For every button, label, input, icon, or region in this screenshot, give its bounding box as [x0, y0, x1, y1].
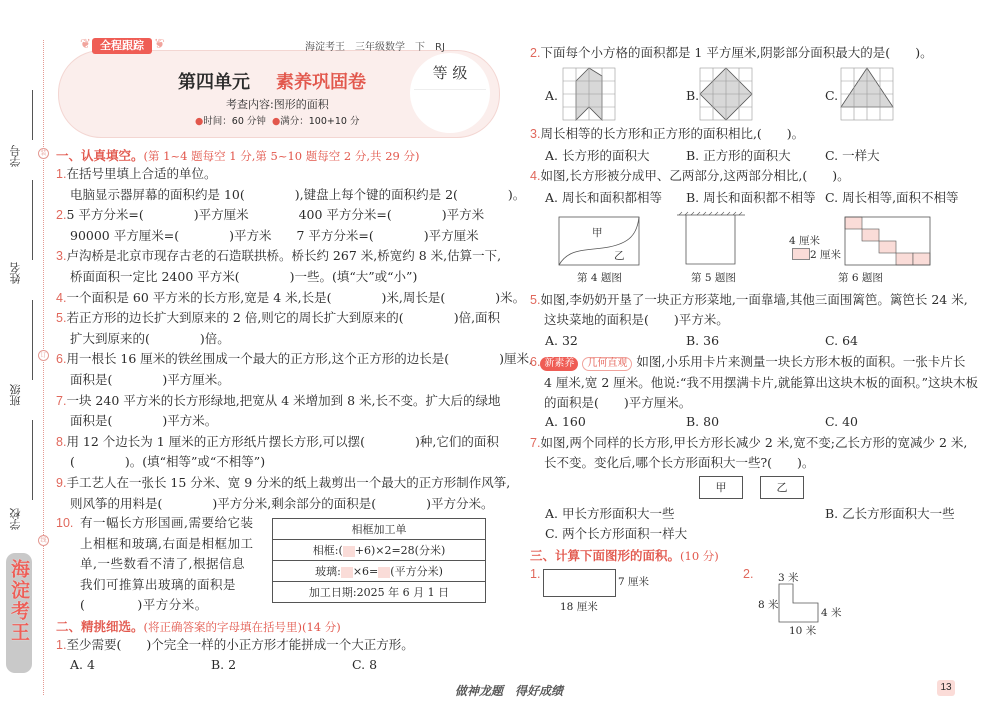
question-line	[56, 412, 496, 433]
option-c[interactable]: C.	[825, 88, 839, 103]
option-c[interactable]: C. 64	[825, 333, 858, 348]
right-edge: 4 米	[821, 607, 842, 619]
option-b[interactable]: B. 正方形的面积大	[686, 148, 791, 163]
question-number: 9.	[56, 475, 67, 490]
question-2	[56, 206, 496, 227]
grade-label: 等 级	[432, 64, 468, 82]
section-3-heading	[530, 546, 719, 564]
question-text: 用 12 个边长为 1 厘米的正方形纸片摆长方形,可以摆( )种,它们的面积	[66, 433, 499, 449]
option-b[interactable]: B.	[686, 88, 700, 103]
question-text: 长不变。变化后,哪个长方形面积大一些?( )。	[544, 455, 815, 470]
question-number: 5.	[56, 311, 67, 326]
question-number: 1.	[56, 167, 67, 181]
question-number: 2.	[530, 46, 541, 60]
question-10	[56, 514, 73, 532]
question-10-body	[80, 514, 253, 617]
section-2-heading	[56, 617, 341, 635]
grid-lines	[700, 68, 752, 120]
binding-line	[32, 420, 33, 500]
clock-icon: ●	[195, 116, 204, 127]
question-number: 6.	[56, 352, 67, 367]
table-row-frame	[273, 540, 486, 561]
wall-hatching	[679, 212, 742, 215]
question-line	[56, 495, 496, 516]
choice-question-3	[530, 125, 804, 143]
question-text: 一个面积是 60 平方米的长方形,宽是 4 米,长是( )米,周长是( )米。	[66, 289, 526, 305]
obscured-number	[343, 546, 355, 557]
binding-mark: 线	[38, 535, 49, 546]
question-line	[56, 371, 496, 392]
question-line: 上相框和玻璃,右面是相框加工	[80, 535, 254, 551]
question-line	[56, 268, 496, 289]
rectangle-yi: 乙	[760, 476, 804, 499]
new-literacy-tag: 新素养	[540, 357, 578, 371]
obscured-number	[341, 567, 353, 578]
cell-text: ×6=	[352, 565, 379, 578]
fill-questions	[56, 165, 533, 515]
choice-question-5	[530, 291, 968, 309]
wing-icon: ❦	[80, 37, 91, 52]
problem-number: 2.	[743, 567, 754, 581]
bottom-edge: 10 米	[789, 625, 817, 637]
question-number: 4.	[530, 169, 541, 183]
question-line	[56, 453, 496, 474]
question-number: 2.	[56, 208, 67, 223]
fence	[686, 215, 735, 264]
question-text: 则风筝的用料是( )平方分米,剩余部分的面积是( )平方分米。	[70, 495, 494, 511]
figure-5-caption: 第 5 题图	[691, 272, 736, 284]
question-text: 在括号里填上合适的单位。	[66, 166, 217, 181]
grid-figure-a	[563, 68, 615, 120]
grade-box	[410, 53, 490, 133]
rectangle-figure	[543, 569, 616, 597]
sample-card	[792, 248, 810, 260]
question-text: ( )。(填“相等”或“不相等”)	[70, 454, 266, 470]
choice-question-6	[530, 353, 965, 371]
series-label: 海淀考王 三年级数学 下 RJ	[305, 42, 445, 53]
question-text: 如图,小乐用卡片来测量一块长方形木板的面积。一张卡片长	[636, 354, 966, 369]
binding-mark: 订	[38, 350, 49, 361]
question-text: 电脑显示器屏幕的面积约是 10( ),键盘上每个键的面积约是 2( )。	[70, 186, 526, 202]
question-text: 如图,长方形被分成甲、乙两部分,这两部分相比,( )。	[540, 168, 850, 183]
question-line	[56, 186, 526, 207]
binding-mark: 装	[38, 148, 49, 159]
section-1-heading	[56, 146, 419, 164]
card-width: 2 厘米	[810, 249, 842, 261]
section-title: 三、计算下面图形的面积。	[530, 548, 681, 563]
question-7	[56, 392, 501, 413]
question-number: 7.	[530, 436, 541, 450]
option-a[interactable]: A. 甲长方形面积大一些	[545, 506, 675, 521]
grid-lines	[841, 68, 893, 120]
question-line: 有一幅长方形国画,需要给它装	[80, 515, 254, 530]
grid-figure-c	[841, 68, 893, 120]
cell-text: 相框:(	[312, 544, 343, 557]
section-title: 二、精挑细选。	[56, 619, 144, 634]
question-number: 3.	[56, 249, 67, 264]
cards	[845, 217, 930, 265]
question-text: 的面积是( )平方厘米。	[544, 395, 692, 410]
option-a[interactable]: A. 长方形的面积大	[545, 148, 650, 163]
choice-question-1	[56, 636, 414, 654]
left-edge: 8 米	[758, 599, 779, 611]
option-b[interactable]: B. 周长和面积都不相等	[686, 190, 816, 205]
option-c[interactable]: C. 8	[352, 657, 378, 672]
question-number: 1.	[56, 638, 67, 652]
section-title: 一、认真填空。	[56, 148, 144, 163]
question-number: 5.	[530, 293, 541, 307]
label-school: 学校	[9, 508, 22, 530]
question-text: 周长相等的长方形和正方形的面积相比,( )。	[540, 126, 805, 141]
page-number: 13	[937, 680, 955, 696]
question-text: 桥面面积一定比 2400 平方米( )一些。(填“大”或“小”)	[70, 268, 418, 284]
grid-figure-b	[700, 68, 752, 120]
question-line	[56, 330, 496, 351]
question-text: 一块 240 平方米的长方形绿地,把宽从 4 米增加到 8 米,长不变。扩大后的绿地	[66, 392, 501, 408]
figure-4-caption: 第 4 题图	[577, 272, 622, 284]
card-length: 4 厘米	[789, 235, 821, 247]
section-note: (10 分)	[680, 549, 719, 563]
question-8	[56, 433, 499, 454]
question-3	[56, 247, 502, 268]
binding-line	[32, 90, 33, 140]
region-jia: 甲	[592, 227, 603, 239]
region-yi: 乙	[614, 250, 625, 262]
question-number: 10.	[56, 516, 74, 530]
cell-text: +6)×2=28(分米)	[354, 544, 446, 557]
binding-line	[32, 300, 33, 380]
question-text: 90000 平方厘米=( )平方米 7 平方分米=( )平方厘米	[70, 227, 479, 243]
problem-number: 1.	[530, 567, 541, 581]
cell-text: (平方分米)	[390, 565, 443, 578]
question-number: 6.	[530, 355, 541, 369]
grid-lines	[563, 68, 615, 120]
option-c[interactable]: C. 一样大	[825, 148, 880, 163]
paper-title: 素养巩固卷	[276, 72, 366, 93]
label-name: 姓名	[9, 262, 22, 284]
tracking-badge: 全程跟踪	[92, 38, 152, 54]
question-text: 手工艺人在一张长 15 分米、宽 9 分米的纸上裁剪出一个最大的正方形制作风筝,	[66, 474, 511, 490]
question-line	[56, 227, 496, 248]
question-9	[56, 474, 511, 495]
question-line: ( )平方分米。	[80, 597, 208, 612]
l-shape-figure	[779, 584, 819, 623]
grade-divider	[414, 89, 486, 90]
top-edge: 3 米	[778, 572, 799, 584]
question-text: 至少需要( )个完全一样的小正方形才能拼成一个大正方形。	[66, 637, 414, 652]
question-number: 8.	[56, 434, 67, 449]
geometry-tag: 几何直观	[582, 357, 632, 371]
question-6	[56, 350, 533, 371]
choice-question-4	[530, 167, 850, 185]
question-5	[56, 309, 501, 330]
question-text: 扩大到原来的( )倍。	[70, 330, 230, 346]
choice-question-2	[530, 44, 933, 62]
table-title: 相框加工单	[273, 519, 486, 540]
table-row-date: 加工日期:2025 年 6 月 1 日	[273, 582, 486, 603]
question-text: 4 厘米,宽 2 厘米。他说:“我不用摆满卡片,就能算出这块木板的面积。”这块木板	[544, 375, 979, 390]
rect-height: 7 厘米	[618, 576, 650, 588]
l-shape-outline	[779, 584, 818, 622]
question-number: 4.	[56, 290, 67, 305]
question-text: 如图,两个同样的长方形,甲长方形长减少 2 米,宽不变;乙长方形的宽减少 2 米,	[540, 435, 968, 450]
question-text: 面积是( )平方厘米。	[70, 371, 230, 387]
choice-question-7	[530, 434, 967, 452]
full-score: 满分：100+10 分	[280, 116, 360, 127]
cell-text: 玻璃:	[315, 565, 341, 578]
cut-line	[43, 40, 44, 695]
option-c[interactable]: C. 两个长方形面积一样大	[545, 526, 688, 541]
unit-title: 第四单元	[178, 72, 250, 93]
option-b[interactable]: B. 80	[686, 414, 720, 429]
question-text: 5 平方分米=( )平方厘米 400 平方分米=( )平方米	[66, 207, 485, 223]
question-text: 若正方形的边长扩大到原来的 2 倍,则它的周长扩大到原来的( )倍,面积	[66, 310, 501, 326]
question-text: 面积是( )平方米。	[70, 413, 218, 429]
option-b[interactable]: B. 乙长方形面积大一些	[825, 506, 955, 521]
figure-6	[845, 217, 931, 265]
option-a[interactable]: A. 32	[545, 333, 578, 348]
option-a[interactable]: A. 160	[545, 414, 586, 429]
question-1	[56, 165, 496, 186]
option-c[interactable]: C. 40	[825, 414, 858, 429]
question-line: 我们可推算出玻璃的面积是	[80, 576, 237, 592]
option-a[interactable]: A. 4	[70, 657, 95, 672]
table-row-glass	[273, 561, 486, 582]
option-c[interactable]: C. 周长相等,面积不相等	[825, 190, 959, 205]
question-number: 7.	[56, 393, 67, 408]
rectangle-jia: 甲	[699, 476, 743, 499]
question-4	[56, 289, 526, 310]
frame-order-table	[272, 518, 486, 603]
section-note: (第 1~4 题每空 1 分,第 5~10 题每空 2 分,共 29 分)	[143, 149, 420, 163]
time-limit: 时间：60 分钟	[203, 116, 266, 127]
figure-6-caption: 第 6 题图	[838, 272, 883, 284]
question-text: 这块菜地的面积是( )平方米。	[544, 312, 729, 327]
question-text: 如图,李奶奶开垦了一块正方形菜地,一面靠墙,其他三面围篱笆。篱笆长 24 米,	[540, 292, 968, 307]
option-a[interactable]: A.	[545, 88, 559, 103]
content-scope: 考查内容:图形的面积	[226, 98, 329, 111]
option-b[interactable]: B. 36	[686, 333, 720, 348]
brand-text: 海淀考王	[8, 559, 30, 643]
time-score	[195, 113, 359, 127]
rect-width: 18 厘米	[560, 601, 598, 613]
option-b[interactable]: B. 2	[211, 657, 237, 672]
question-text: 下面每个小方格的面积都是 1 平方厘米,阴影部分面积最大的是( )。	[540, 45, 933, 60]
binding-line	[32, 180, 33, 260]
question-text: 用一根长 16 厘米的铁丝围成一个最大的正方形,这个正方形的边长是( )厘米,	[66, 351, 533, 367]
question-line: 单,一些数看不清了,根据信息	[80, 556, 245, 571]
label-class: 班级	[9, 384, 22, 406]
footer-slogan: 做神龙题 得好成绩	[455, 684, 564, 698]
wing-icon: ❦	[154, 37, 165, 52]
question-text: 卢沟桥是北京市现存古老的石造联拱桥。桥长约 267 米,桥宽约 8 米,估算一下,	[66, 248, 502, 264]
option-a[interactable]: A. 周长和面积都相等	[545, 190, 662, 205]
question-number: 3.	[530, 127, 541, 141]
section-note: (将正确答案的字母填在括号里)(14 分)	[143, 620, 341, 634]
brand-logo	[6, 553, 32, 673]
label-student-id: 学号	[9, 145, 22, 167]
obscured-number	[378, 567, 390, 578]
check-icon: ●	[271, 116, 281, 127]
figure-5	[677, 212, 747, 265]
